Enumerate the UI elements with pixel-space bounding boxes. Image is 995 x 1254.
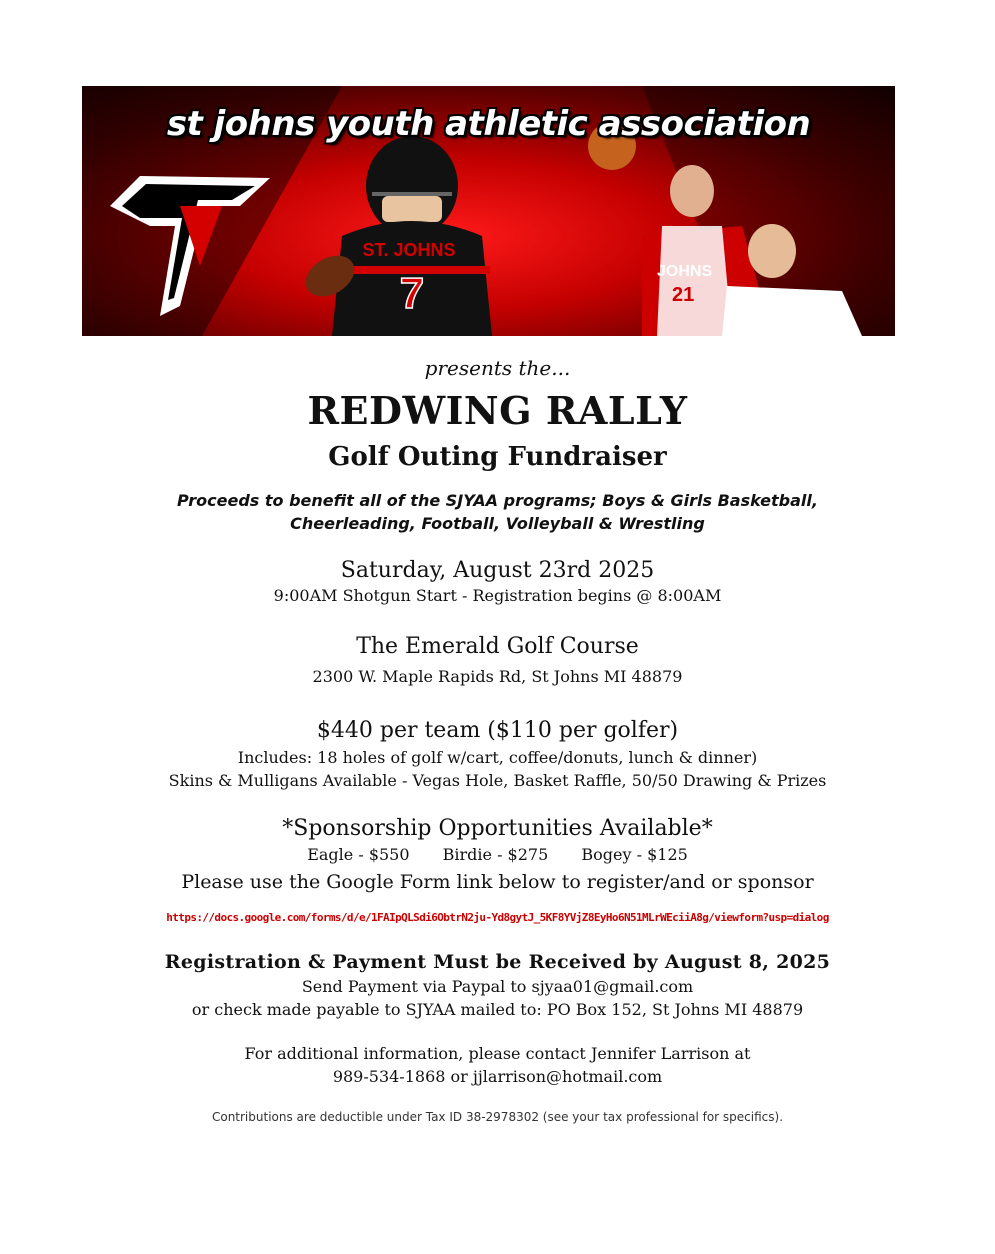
tax-note: Contributions are deductible under Tax ID 38-2978302 (see your tax professional for specifics). bbox=[211, 1110, 784, 1124]
jersey2-number: 21 bbox=[672, 284, 695, 306]
proceeds-line-1: Proceeds to benefit all of the SJYAA programs; Boys & Girls Basketball, bbox=[177, 491, 818, 510]
header-banner bbox=[82, 86, 895, 336]
payment-paypal: Send Payment via Paypal to sjyaa01@gmail.com bbox=[301, 977, 694, 996]
banner-title: st johns youth athletic association bbox=[166, 104, 811, 144]
register-instructions: Please use the Google Form link below to register/and or sponsor bbox=[181, 871, 814, 893]
includes-line-2: Skins & Mulligans Available - Vegas Hole, Basket Raffle, 50/50 Drawing & Prizes bbox=[168, 771, 827, 790]
jersey2-text: JOHNS bbox=[657, 263, 713, 280]
event-date: Saturday, August 23rd 2025 bbox=[340, 558, 655, 583]
event-title: REDWING RALLY bbox=[307, 388, 688, 433]
event-subtitle: Golf Outing Fundraiser bbox=[328, 442, 667, 472]
sponsor-level-birdie: Birdie - $275 bbox=[442, 845, 549, 864]
contact-line-2: 989-534-1868 or jjlarrison@hotmail.com bbox=[332, 1067, 663, 1086]
football-player-image bbox=[298, 136, 492, 336]
sponsor-level-bogey: Bogey - $125 bbox=[581, 845, 688, 864]
includes-line-1: Includes: 18 holes of golf w/cart, coffee/donuts, lunch & dinner) bbox=[237, 748, 758, 767]
proceeds-line-2: Cheerleading, Football, Volleyball & Wrestling bbox=[290, 514, 705, 533]
jersey-number: 7 bbox=[399, 269, 425, 318]
venue-address: 2300 W. Maple Rapids Rd, St Johns MI 48879 bbox=[312, 667, 683, 686]
payment-check: or check made payable to SJYAA mailed to: PO Box 152, St Johns MI 48879 bbox=[191, 1000, 804, 1019]
sponsorship-heading: *Sponsorship Opportunities Available* bbox=[282, 816, 713, 841]
sponsor-level-eagle: Eagle - $550 bbox=[307, 845, 410, 864]
presents-text: presents the... bbox=[424, 356, 571, 380]
registration-deadline: Registration & Payment Must be Received by August 8, 2025 bbox=[164, 951, 831, 973]
event-time: 9:00AM Shotgun Start - Registration begins @ 8:00AM bbox=[273, 586, 722, 605]
price-text: $440 per team ($110 per golfer) bbox=[316, 718, 679, 743]
google-form-link[interactable]: https://docs.google.com/forms/d/e/1FAIpQLSdi6ObtrN2ju-Yd8gytJ_5KF8YVjZ8EyHo6N51MLrWEciiA8g/viewform?usp=dialog bbox=[166, 911, 829, 924]
contact-line-1: For additional information, please contact Jennifer Larrison at bbox=[244, 1044, 751, 1063]
jersey-text: ST. JOHNS bbox=[362, 240, 456, 260]
venue-name: The Emerald Golf Course bbox=[356, 634, 639, 659]
sponsorship-levels bbox=[0, 845, 995, 864]
